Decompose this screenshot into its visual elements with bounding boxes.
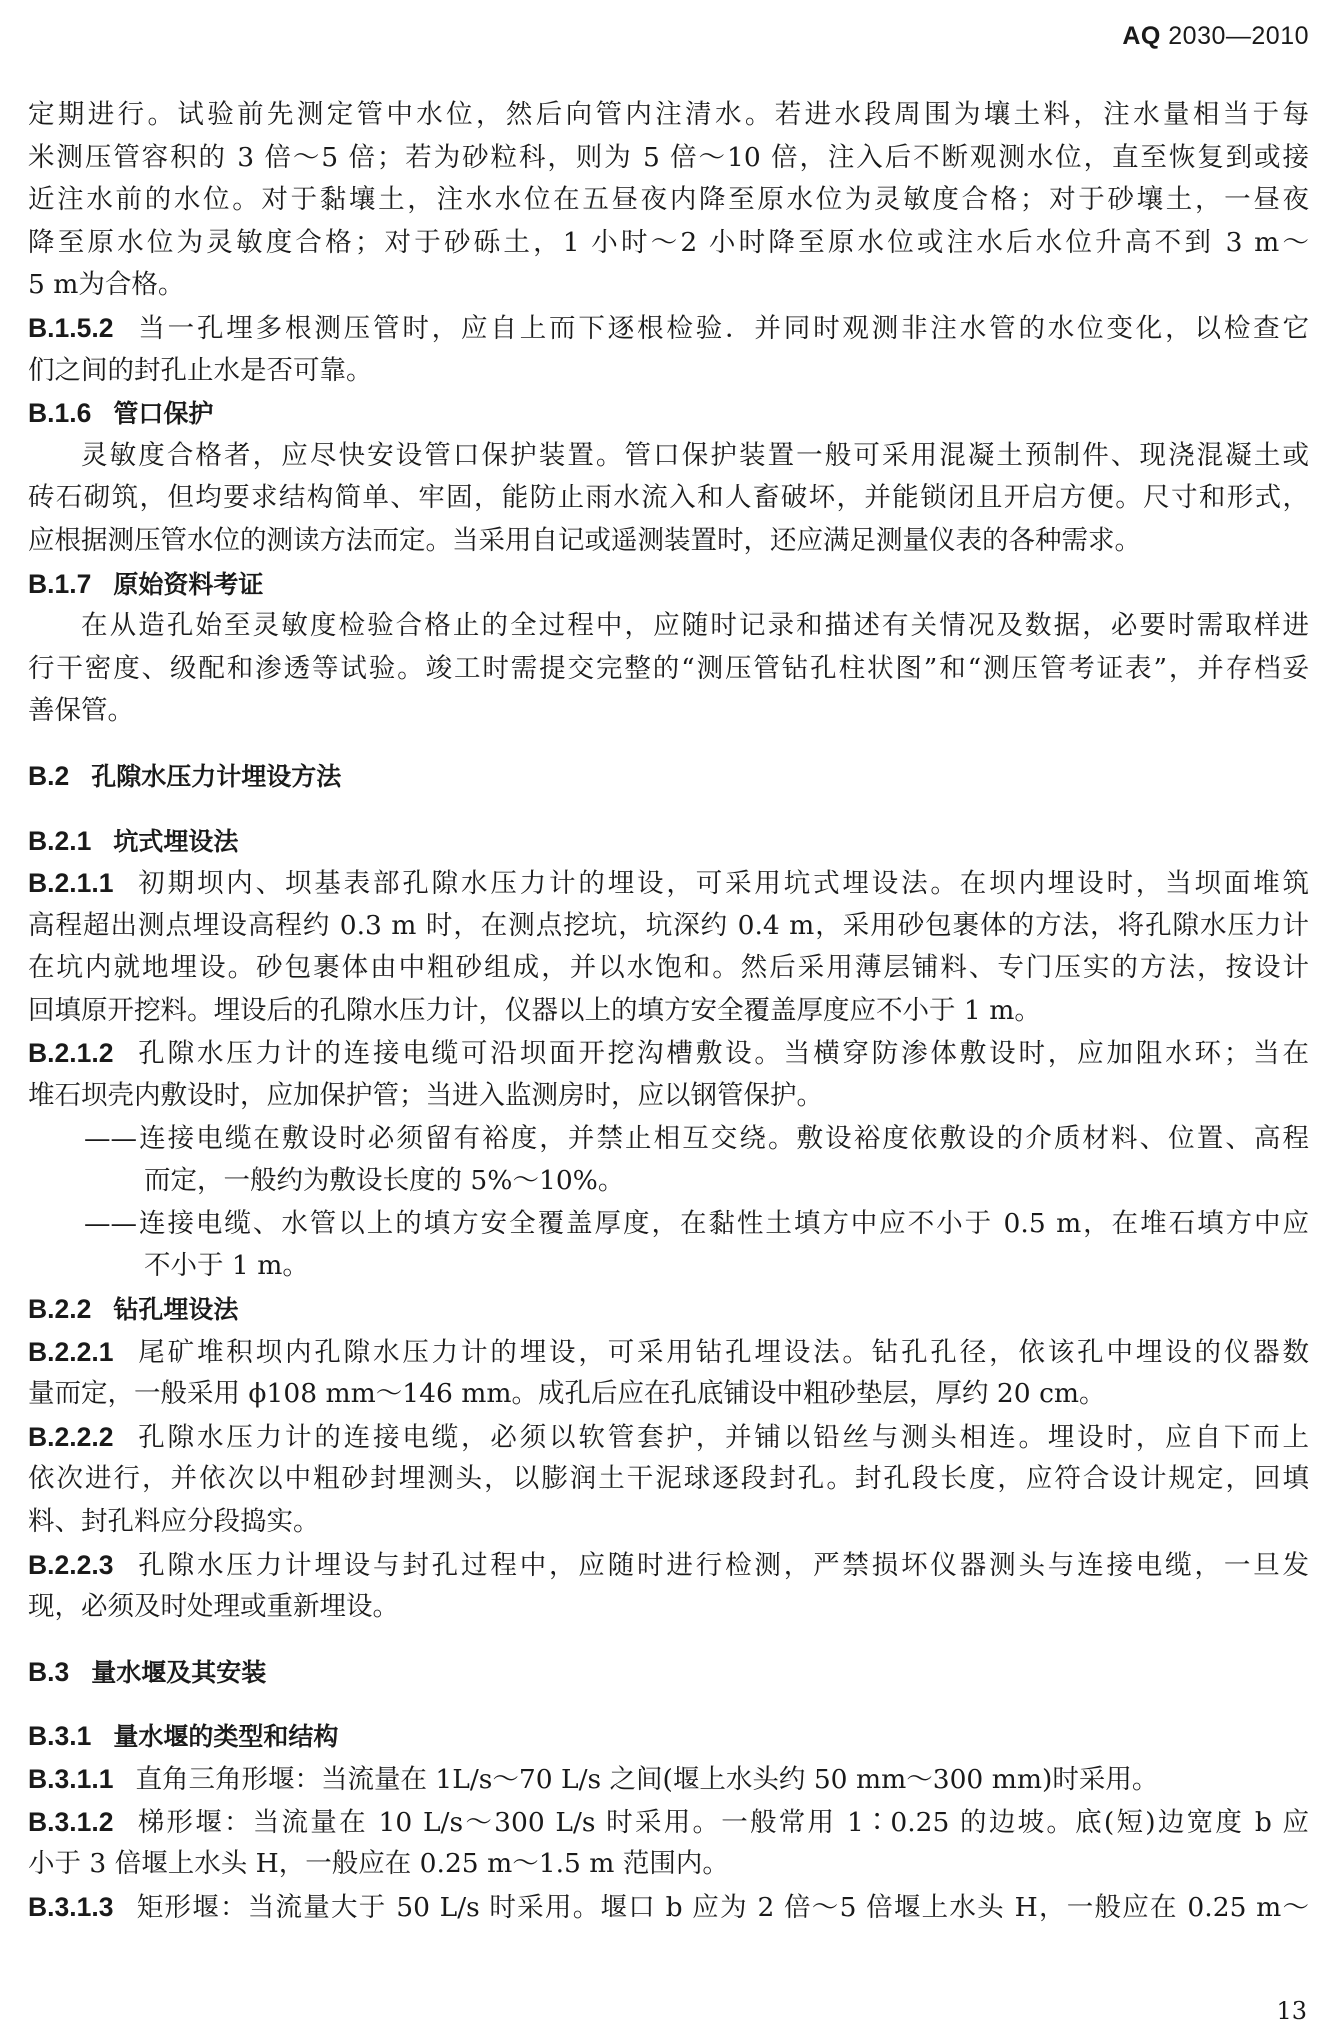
text-line [28,1075,1309,1118]
heading-text: 量水堰的类型和结构 [113,1722,339,1752]
line-text: 堆石坝壳内敷设时，应加保护管；当进入监测房时，应以钢管保护。 [28,1080,823,1112]
page-header [1122,22,1309,51]
line-text: 初期坝内、坝基表部孔隙水压力计的埋设，可采用坑式埋设法。在坝内埋设时，当坝面堆筑 [135,868,1309,900]
text-line [28,1118,1309,1161]
clause-number: B.1.5.2 [28,312,114,343]
line-text: 5 m为合格。 [28,269,185,301]
line-text: 矩形堰：当流量大于 50 L/s 时采用。堰口 b 应为 2 倍～5 倍堰上水头 H，一般应在 0.25 m～ [135,1891,1309,1923]
line-text: 当一孔埋多根测压管时，应自上而下逐根检验．并同时观测非注水管的水位变化，以检查它 [135,312,1309,344]
text-line [28,307,1309,350]
clause-number: B.2 [28,760,70,791]
line-text: 在坑内就地埋设。砂包裹体由中粗砂组成，并以水饱和。然后采用薄层铺料、专门压实的方法，按设计 [28,952,1309,984]
clause-number: B.1.6 [28,398,92,429]
line-text: 小于 3 倍堰上水头 H，一般应在 0.25 m～1.5 m 范围内。 [28,1848,729,1880]
text-line [28,605,1309,648]
text-line [28,1544,1309,1587]
text-line [28,1458,1309,1501]
text-line [28,1586,1309,1629]
clause-number: B.1.7 [28,568,92,599]
text-line [28,1886,1309,1929]
text-line [28,520,1309,563]
text-line [28,477,1309,520]
line-text: 应根据测压管水位的测读方法而定。当采用自记或遥测装置时，还应满足测量仪表的各种需求。 [28,524,1141,556]
text-line [28,1331,1309,1374]
document-body [28,94,1309,1928]
clause-number: B.3.1 [28,1721,92,1752]
text-line [28,94,1309,137]
text-line [28,435,1309,478]
text-line [28,990,1309,1033]
line-text: 降至原水位为灵敏度合格；对于砂砾土，1 小时～2 小时降至原水位或注水后水位升高不到 3 m～ [28,226,1309,258]
heading-text: 管口保护 [113,399,214,429]
section-heading [28,563,1309,606]
line-text: ——连接电缆、水管以上的填方安全覆盖厚度，在黏性土填方中应不小于 0.5 m，在堆石填方中应 [84,1207,1309,1239]
line-text: 而定，一般约为敷设长度的 5%～10%。 [144,1165,625,1197]
text-line [28,137,1309,180]
line-text: 尾矿堆积坝内孔隙水压力计的埋设，可采用钻孔埋设法。钻孔孔径，依该孔中埋设的仪器数 [135,1336,1309,1368]
line-text: 在从造孔始至灵敏度检验合格止的全过程中，应随时记录和描述有关情况及数据，必要时需取样进 [81,610,1309,642]
section-heading [28,1651,1309,1694]
text-line [28,648,1309,691]
section-gap [28,798,1309,820]
heading-text: 坑式埋设法 [113,826,239,856]
clause-number: B.3.1.2 [28,1806,114,1837]
line-text: 现，必须及时处理或重新埋设。 [28,1591,399,1623]
heading-text: 量水堰及其安装 [91,1657,267,1687]
clause-number: B.2.2.1 [28,1336,114,1367]
section-heading [28,392,1309,435]
text-line [28,905,1309,948]
text-line [28,179,1309,222]
clause-number: B.3 [28,1656,70,1687]
text-line [28,1203,1309,1246]
section-heading [28,1288,1309,1331]
text-line [28,947,1309,990]
text-line [28,862,1309,905]
text-line [28,1160,1309,1203]
line-text: 灵敏度合格者，应尽快安设管口保护装置。管口保护装置一般可采用混凝土预制件、现浇混凝土或 [81,439,1309,471]
heading-text: 原始资料考证 [113,569,264,599]
text-line [28,264,1309,307]
line-text: 定期进行。试验前先测定管中水位，然后向管内注清水。若进水段周围为壤土料，注水量相当于每 [28,99,1309,130]
text-line [28,1501,1309,1544]
clause-number: B.2.1 [28,825,92,856]
standard-year: 2030—2010 [1168,22,1309,50]
text-line [28,222,1309,265]
line-text: 米测压管容积的 3 倍～5 倍；若为砂粒科，则为 5 倍～10 倍，注入后不断观测水位，直至恢复到或接 [28,141,1309,173]
line-text: 量而定，一般采用 ϕ108 mm～146 mm。成孔后应在孔底铺设中粗砂垫层，厚约 20 cm。 [28,1378,1106,1410]
line-text: 回填原开挖料。埋设后的孔隙水压力计，仪器以上的填方安全覆盖厚度应不小于 1 m。 [28,994,1041,1026]
clause-number: B.2.1.2 [28,1038,114,1069]
line-text: 行干密度、级配和渗透等试验。竣工时需提交完整的“测压管钻孔柱状图”和“测压管考证表”，并存档妥 [28,652,1309,684]
line-text: 料、封孔料应分段捣实。 [28,1506,320,1537]
heading-text: 孔隙水压力计埋设方法 [91,761,342,791]
line-text: 梯形堰：当流量在 10 L/s～300 L/s 时采用。一般常用 1∶0.25 的边坡。底(短)边宽度 b 应 [135,1806,1309,1838]
line-text: 孔隙水压力计埋设与封孔过程中，应随时进行检测，严禁损坏仪器测头与连接电缆，一旦发 [135,1549,1309,1581]
line-text: 善保管。 [28,695,134,727]
text-line [28,1032,1309,1075]
clause-number: B.2.2.3 [28,1549,114,1580]
line-text: 砖石砌筑，但均要求结构简单、牢固，能防止雨水流入和人畜破坏，并能锁闭且开启方便。尺寸和形式， [28,482,1309,514]
text-line [28,1245,1309,1288]
text-line [28,1801,1309,1844]
text-line [28,1373,1309,1416]
section-heading [28,820,1309,863]
text-line [28,350,1309,393]
heading-text: 钻孔埋设法 [113,1295,239,1325]
clause-number: B.3.1.1 [28,1763,114,1794]
text-line [28,1416,1309,1459]
section-gap [28,1693,1309,1715]
line-text: 不小于 1 m。 [144,1250,309,1282]
section-gap [28,1629,1309,1651]
clause-number: B.3.1.3 [28,1891,114,1922]
line-text: 依次进行，并依次以中粗砂封埋测头，以膨润土干泥球逐段封孔。封孔段长度，应符合设计规定，回填 [28,1463,1309,1495]
text-line [28,690,1309,733]
clause-number: B.2.1.1 [28,868,114,899]
section-heading [28,755,1309,798]
text-line [28,1758,1309,1801]
line-text: ——连接电缆在敷设时必须留有裕度，并禁止相互交绕。敷设裕度依敷设的介质材料、位置、高程 [84,1122,1309,1154]
line-text: 近注水前的水位。对于黏壤土，注水水位在五昼夜内降至原水位为灵敏度合格；对于砂壤土，一昼夜 [28,184,1309,216]
line-text: 孔隙水压力计的连接电缆，必须以软管套护，并铺以铅丝与测头相连。埋设时，应自下而上 [135,1421,1309,1453]
clause-number: B.2.2.2 [28,1421,114,1452]
page-number: 13 [1276,1997,1307,2025]
line-text: 们之间的封孔止水是否可靠。 [28,354,373,386]
line-text: 孔隙水压力计的连接电缆可沿坝面开挖沟槽敷设。当横穿防渗体敷设时，应加阻水环；当在 [135,1038,1309,1070]
clause-number: B.2.2 [28,1294,92,1325]
section-heading [28,1715,1309,1758]
line-text: 直角三角形堰：当流量在 1L/s～70 L/s 之间(堰上水头约 50 mm～300 mm)时采用。 [135,1763,1159,1795]
standard-code: AQ [1122,22,1161,50]
line-text: 高程超出测点埋设高程约 0.3 m 时，在测点挖坑，坑深约 0.4 m，采用砂包裹体的方法，将孔隙水压力计 [28,909,1309,941]
text-line [28,1843,1309,1886]
section-gap [28,733,1309,755]
